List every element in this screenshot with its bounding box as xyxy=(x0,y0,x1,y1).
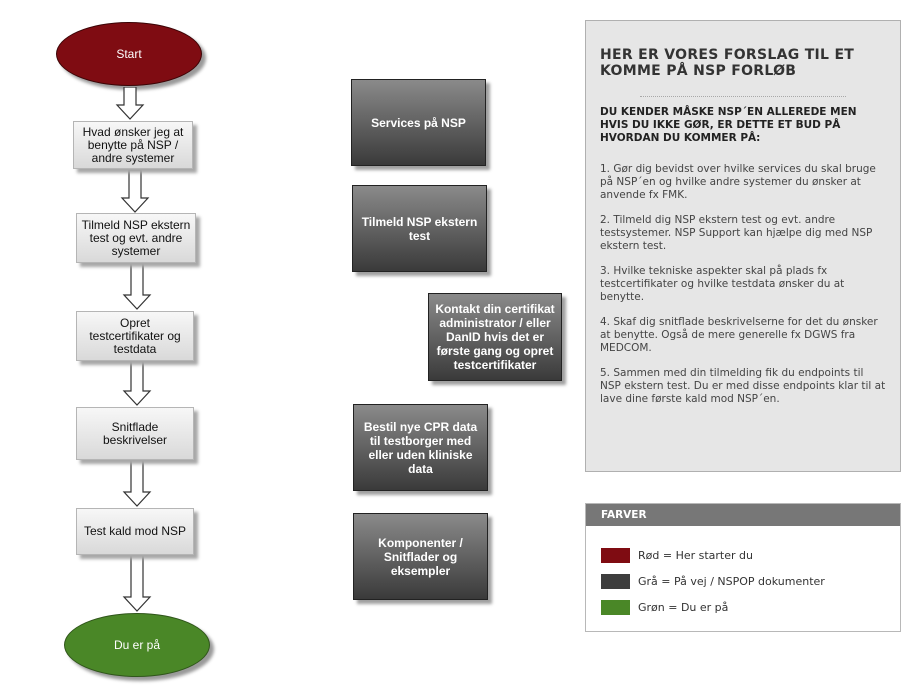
end-node xyxy=(64,613,210,677)
info-step: 5. Sammen med din tilmelding fik du endpoints til NSP ekstern test. Du er med disse endpoints klar til at lave dine første kald mod NSP´en. xyxy=(600,367,886,405)
flow-step xyxy=(76,311,194,361)
flow-step xyxy=(76,508,194,555)
legend-swatch xyxy=(601,548,630,563)
legend-swatch xyxy=(601,574,630,589)
flow-arrow xyxy=(122,361,152,407)
legend-item xyxy=(586,568,900,594)
doc-komponenter-button[interactable] xyxy=(353,513,488,600)
flow-step-label: Opret testcertifikater og testdata xyxy=(89,315,181,356)
info-intro: DU KENDER MÅSKE NSP´EN ALLEREDE MEN HVIS DU IKKE GØR, ER DETTE ET BUD PÅ HVORDAN DU KOMMER PÅ: xyxy=(600,106,857,144)
flow-arrow xyxy=(122,555,152,613)
doc-certifikat-button[interactable] xyxy=(428,293,562,381)
doc-label: Kontakt din certifikat administrator / eller DanID hvis det er første gang og opret testcertifikater xyxy=(435,302,555,372)
flow-step-label: Tilmeld NSP ekstern test og evt. andre systemer xyxy=(81,217,191,258)
doc-label: Services på NSP xyxy=(371,115,466,130)
info-step: 2. Tilmeld dig NSP ekstern test og evt. andre testsystemer. NSP Support kan hjælpe dig med NSP ekstern test. xyxy=(600,214,873,252)
legend-label: Rød = Her starter du xyxy=(638,548,753,562)
flow-arrow xyxy=(122,460,152,508)
flow-step-label: Hvad ønsker jeg at benytte på NSP / andre systemer xyxy=(82,124,184,165)
legend-title: FARVER xyxy=(586,504,900,526)
info-step: 1. Gør dig bevidst over hvilke services du skal bruge på NSP´en og hvilke andre systemer du ønsker at anvende fx FMK. xyxy=(600,163,876,201)
info-step: 4. Skaf dig snitflade beskrivelserne for det du ønsker at benytte. Også de mere generelle fx DGWS fra MEDCOM. xyxy=(600,316,878,354)
end-label: Du er på xyxy=(113,638,161,652)
flow-step xyxy=(73,121,193,169)
info-step: 3. Hvilke tekniske aspekter skal på plads fx testcertifikater og hvilke testdata ønsker du at benytte. xyxy=(600,265,845,303)
flow-step-label: Test kald mod NSP xyxy=(83,524,187,538)
doc-label: Bestil nye CPR data til testborger med eller uden kliniske data xyxy=(363,419,478,476)
legend-item xyxy=(586,542,900,568)
legend-label: Grå = På vej / NSPOP dokumenter xyxy=(638,574,825,588)
info-panel xyxy=(585,20,901,472)
flow-step-label: Snitflade beskrivelser xyxy=(102,419,168,447)
flow-arrow xyxy=(115,87,145,121)
flow-arrow xyxy=(122,263,152,311)
flow-arrow xyxy=(120,170,150,214)
start-node xyxy=(56,22,202,86)
color-legend xyxy=(585,503,901,632)
doc-tilmeld-button[interactable] xyxy=(352,185,487,272)
flow-step xyxy=(76,213,196,263)
info-title: HER ER VORES FORSLAG TIL ET KOMME PÅ NSP FORLØB xyxy=(600,47,855,79)
doc-label: Tilmeld NSP ekstern test xyxy=(361,214,478,243)
info-divider xyxy=(640,96,846,97)
legend-label: Grøn = Du er på xyxy=(638,600,729,614)
flow-step xyxy=(76,407,194,460)
legend-swatch xyxy=(601,600,630,615)
legend-item xyxy=(586,594,900,620)
doc-label: Komponenter / Snitflader og eksempler xyxy=(378,535,463,578)
doc-services-button[interactable] xyxy=(351,79,486,166)
doc-cpr-button[interactable] xyxy=(353,404,488,491)
start-label: Start xyxy=(116,47,142,61)
